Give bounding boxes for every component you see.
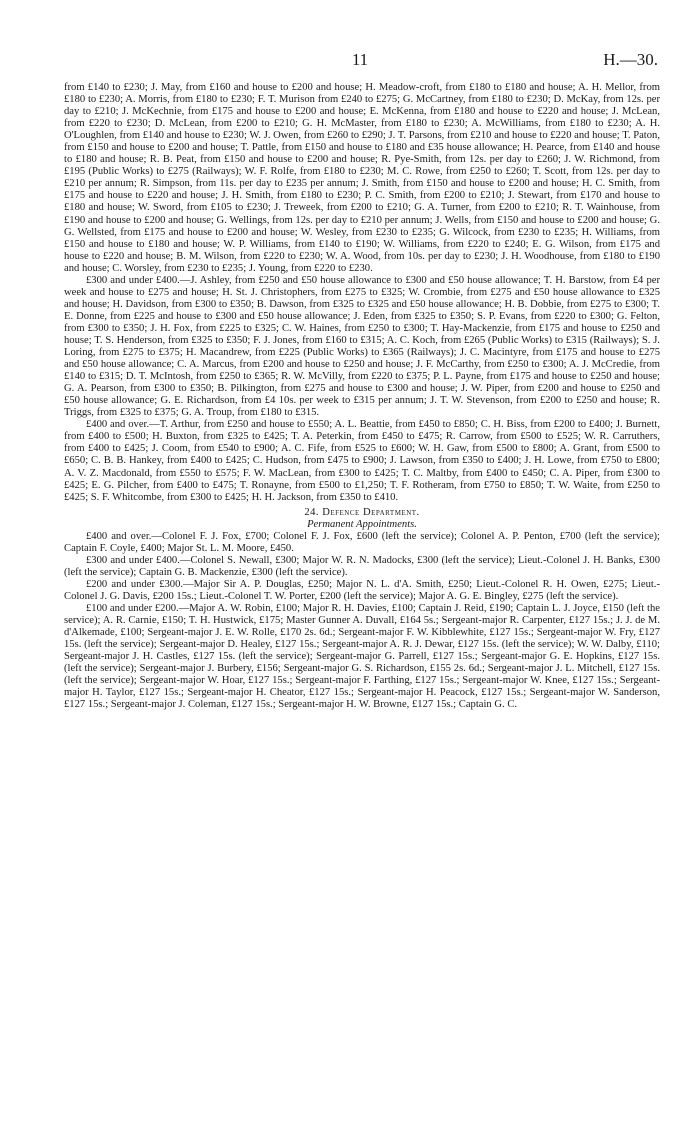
section-title: 24. Defence Department.	[304, 506, 420, 518]
page-number: 11	[351, 50, 369, 69]
salary-400-over-paragraph: £400 and over.—T. Arthur, from £250 and house to £550; A. L. Beattie, from £450 to £850; C. H. Biss, from £200 to £400; J. Burnett, from £400 to £500; H. Buxton, from £325 to £425; T. A. Peterkin, from £450 to £475; R. Carrow, from £500 to £525; W. R. Carruthers, from £400 to £425; J. Coom, from £540 to £900; A. C. Fife, from £525 to £600; W. H. Gaw, from £500 to £800; A. Grant, from £500 to £650; C. B. B. Hankey, from £400 to £425; C. Hudson, from £475 to £900; J. Lawson, from £350 to £400; J. H. Lowe, from £750 to £800; A. V. Z. Macdonald, from £550 to £575; F. W. MacLean, from £300 to £425; T. C. Maltby, from £400 to £450; C. A. Piper, from £300 to £425; E. G. Pilcher, from £400 to £475; T. Ronayne, from £500 to £1,250; T. F. Rotheram, from £750 to £850; T. W. Waite, from £250 to £425; S. F. Whitcombe, from £300 to £425; H. H. Jackson, from £350 to £410.	[64, 419, 660, 503]
page-header	[62, 50, 658, 72]
document-reference: H.—30.	[603, 50, 658, 69]
salary-increases-continued: from £140 to £230; J. May, from £160 and house to £200 and house; H. Meadow-croft, from £180 to £180 and house; A. H. Mellor, from £180 to £230; A. Morris, from £180 to £230; F. T. Murison from £240 to £275; G. McCartney, from £180 to £230; D. McKay, from 12s. per day to £210; J. McKechnie, from £175 and house to £200 and house; E. McKenna, from £180 and house to £220 and house; J. McLean, from £220 to £230; D. McLean, from £200 to £210; G. H. McMaster, from £180 to £230; A. McWilliams, from £180 to £230; A. H. O'Loughlen, from £140 and house to £230; W. J. Owen, from £260 to £290; J. T. Parsons, from £210 and house to £220 and house; T. Paton, from £150 and house to £200 and house; T. Pattle, from £150 and house to £180 and £35 house allowance; H. Pearce, from £140 and house to £180 and house; R. B. Peat, from £150 and house to £200 and house; R. Pye-Smith, from 12s. per day to £260; J. W. Richmond, from £195 (Public Works) to £275 (Railways); W. F. Rolfe, from £180 to £230; M. C. Rowe, from £250 to £260; T. Scott, from 12s. per day to £210 per annum; R. Simpson, from 11s. per day to £235 per annum; J. Smith, from £150 and house to £200 and house; H. C. Smith, from £175 and house to £220 and house; J. H. Smith, from £180 to £230; P. C. Smith, from £200 to £210; J. Stewart, from £170 and house to £180 and house; W. Sword, from £105 to £230; J. Treweek, from £200 to £210; G. A. Turner, from £200 to £210; R. T. Wainhouse, from £190 and house to £200 and house; G. Wellings, from 12s. per day to £210 per annum; J. Wells, from £150 and house to £200 and house; G. G. Wellsted, from £175 and house to £200 and house; W. Wesley, from £230 to £235; G. Wilcock, from £230 to £235; H. Williams, from £150 and house to £180 and house; W. P. Williams, from £140 to £190; W. Williams, from £220 to £240; E. G. Wilson, from £175 and house to £220 and house; B. M. Wilson, from £220 to £230; W. A. Wood, from 10s. per day to £230; J. H. Woodhouse, from £180 to £190 and house; C. Worsley, from £230 to £235; J. Young, from £220 to £230.	[64, 82, 660, 274]
section-subtitle: Permanent Appointments.	[307, 518, 417, 530]
defence-300-400-paragraph: £300 and under £400.—Colonel S. Newall, £300; Major W. R. N. Madocks, £300 (left the service); Lieut.-Colonel J. H. Banks, £300 (left the service); Captain G. B. Mackenzie, £300 (left the service).	[64, 554, 660, 578]
page-body	[64, 82, 660, 711]
defence-200-300-paragraph: £200 and under £300.—Major Sir A. P. Douglas, £250; Major N. L. d'A. Smith, £250; Lieut.-Colonel R. H. Owen, £275; Lieut.-Colonel J. G. Davis, £200 15s.; Lieut.-Colonel T. W. Porter, £200 (left the service); Major A. G. E. Bingley, £275 (left the service).	[64, 578, 660, 602]
defence-100-200-paragraph: £100 and under £200.—Major A. W. Robin, £100; Major R. H. Davies, £100; Captain J. Reid, £190; Captain L. J. Joyce, £150 (left the service); A. R. Carnie, £150; T. H. Hustwick, £175; Master Gunner A. Duvall, £164 5s.; Sergeant-major R. Carpenter, £127 15s.; J. J. de M. d'Alkemade, £100; Sergeant-major J. E. W. Rolle, £170 2s. 6d.; Sergeant-major F. W. Kibblewhite, £127 15s.; Sergeant-major W. Fry, £127 15s. (left the service); Sergeant-major D. Healey, £127 15s.; Sergeant-major A. R. J. Dewar, £127 15s. (left the service); W. W. Dalby, £110; Sergeant-major J. H. Castles, £127 15s. (left the service); Sergeant-major G. Parrell, £127 15s.; Sergeant-major G. E. Hopkins, £127 15s. (left the service); Sergeant-major J. Burbery, £156; Sergeant-major G. S. Richardson, £155 2s. 6d.; Sergeant-major J. L. Mitchell, £127 15s. (left the service); Sergeant-major W. Hoar, £127 15s.; Sergeant-major F. Farthing, £127 15s.; Sergeant-major W. Knee, £127 15s.; Sergeant-major H. Taylor, £127 15s.; Sergeant-major H. Cheator, £127 15s.; Sergeant-major H. Peacock, £127 15s.; Sergeant-major W. Sanderson, £127 15s.; Sergeant-major J. Coleman, £127 15s.; Sergeant-major H. W. Browne, £127 15s.; Captain G. C.	[64, 603, 660, 711]
defence-400-over-paragraph: £400 and over.—Colonel F. J. Fox, £700; Colonel F. J. Fox, £600 (left the service); Colonel A. P. Penton, £700 (left the service); Captain F. Coyle, £400; Major St. L. M. Moore, £450.	[64, 530, 660, 554]
salary-300-400-paragraph: £300 and under £400.—J. Ashley, from £250 and £50 house allowance to £300 and £50 house allowance; T. H. Barstow, from £4 per week and house to £275 and house; H. St. J. Christophers, from £275 to £325; W. Crombie, from £275 and £50 house allowance to £325 and house; H. Davidson, from £300 to £350; B. Dawson, from £325 to £325 and £50 house allowance; H. B. Dobbie, from £275 to £300; T. E. Donne, from £225 and house to £300 and £50 house allowance; J. Eden, from £325 to £350; S. P. Evans, from £220 to £300; G. Felton, from £300 to £350; J. H. Fox, from £225 to £325; C. W. Haines, from £250 to £300; T. Hay-Mackenzie, from £175 and house to £250 and house; T. S. Henderson, from £325 to £350; F. J. Jones, from £160 to £315; A. C. Koch, from £265 (Public Works) to £315 (Railways); S. J. Loring, from £275 to £375; H. Macandrew, from £225 (Public Works) to £365 (Railways); J. C. Macintyre, from £175 and house to £275 and £50 house allowance; C. A. Marcus, from £200 and house to £250 and house; J. F. McCarthy, from £250 to £300; A. J. McCredie, from £140 to £315; D. T. McIntosh, from £250 to £365; R. W. McVilly, from £220 to £375; P. L. Payne, from £175 and house to £250 and house; G. A. Pearson, from £300 to £350; B. Pilkington, from £275 and house to £300 and house; J. W. Piper, from £200 and house to £250 and £50 house allowance; G. E. Richardson, from £4 10s. per week to £315 per annum; J. T. W. Stevenson, from £200 to £250 and house; R. Triggs, from £325 to £375; G. A. Troup, from £180 to £315.	[64, 274, 660, 419]
